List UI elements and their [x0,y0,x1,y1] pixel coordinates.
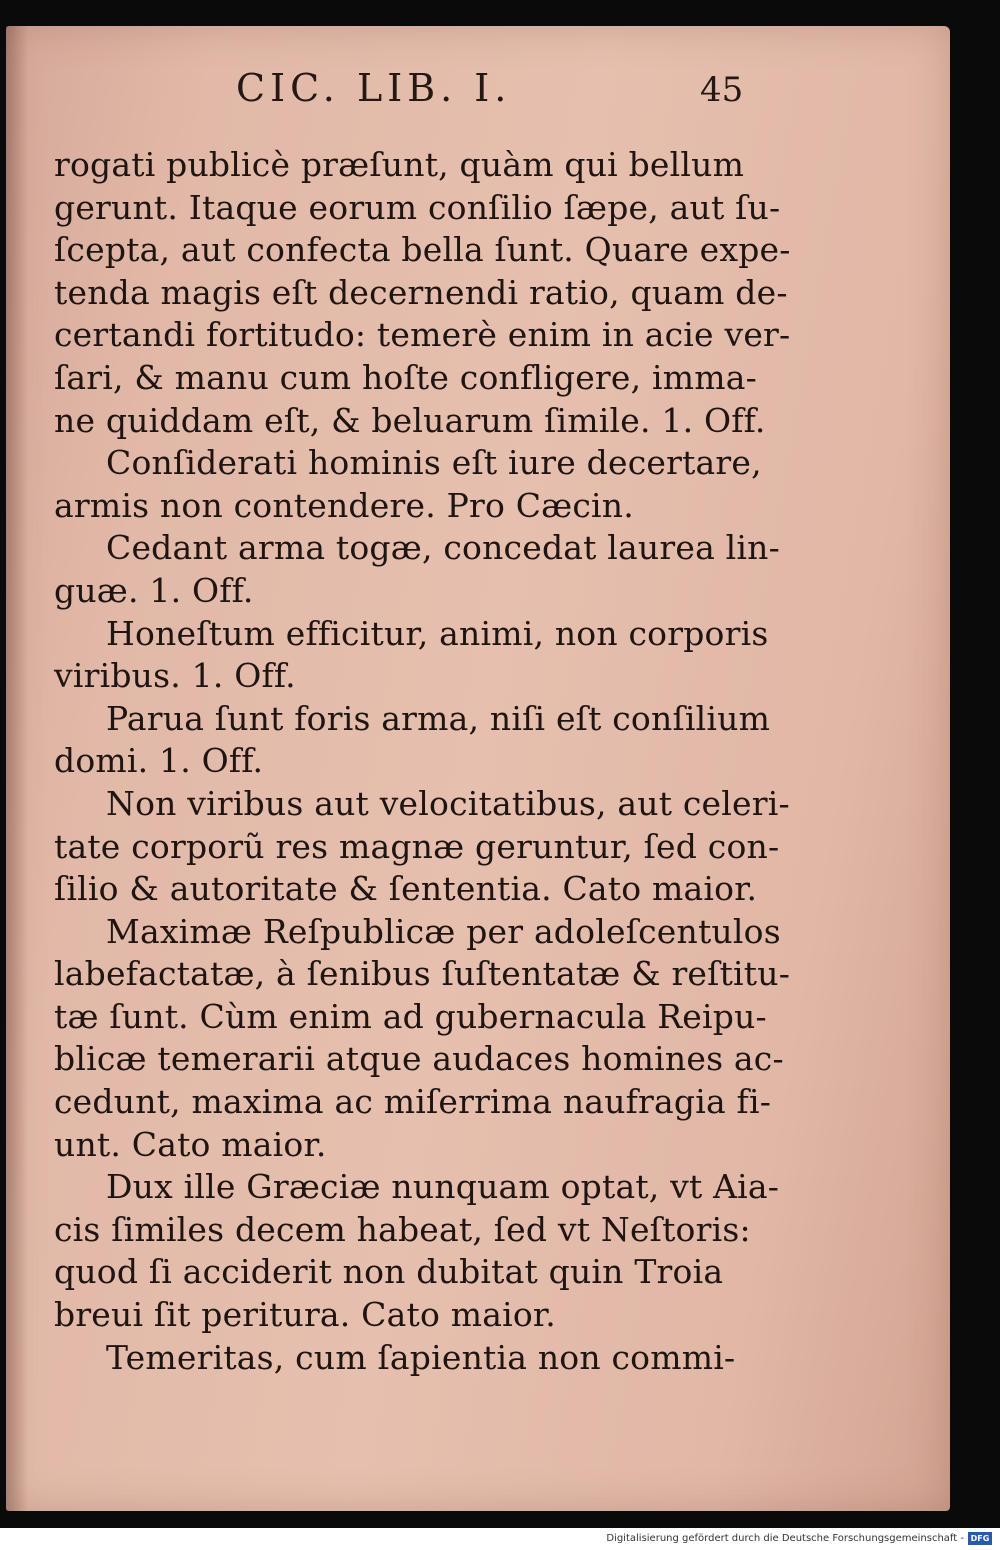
text-line: armis non contendere. Pro Cæcin. [54,485,634,525]
text-line: unt. Cato maior. [54,1124,327,1164]
running-head: CIC. LIB. I. [236,66,512,110]
page-header [6,66,950,116]
text-line: viribus. 1. Off. [54,656,296,696]
text-line: ne quiddam eſt, & beluarum ſimile. 1. Off. [54,400,766,440]
text-line: Temeritas, cum ſapientia non commi- [106,1337,736,1377]
text-line: tate corporũ res magnæ geruntur, ſed con- [54,826,780,866]
text-line: Honeſtum efficitur, animi, non corporis [106,613,769,653]
text-line: rogati publicè præſunt, quàm qui bellum [54,145,745,184]
page-number: 45 [700,70,744,110]
text-line: blicæ temerarii atque audaces homines ac- [54,1039,784,1079]
text-line: domi. 1. Off. [54,741,264,781]
text-line: ſari, & manu cum hoſte confligere, imma- [54,357,757,397]
text-line: labefactatæ, à ſenibus ſuſtentatæ & reſtitu- [54,954,791,994]
text-line: cedunt, maxima ac miſerrima naufragia fi- [54,1082,772,1122]
funding-credit: Digitalisierung gefördert durch die Deutsche Forschungsgemeinschaft - [606,1533,964,1544]
text-line: certandi fortitudo: temerè enim in acie ver- [54,315,791,355]
body-text [54,144,791,1379]
text-line: guæ. 1. Off. [54,570,254,610]
dfg-logo: DFG [968,1532,992,1545]
text-line: gerunt. Itaque eorum conſilio ſæpe, aut ſu- [54,187,781,227]
text-line: ſcepta, aut confecta bella ſunt. Quare expe- [54,230,791,270]
digitization-footer [0,1528,1000,1550]
text-line: breui ſit peritura. Cato maior. [54,1295,556,1335]
page-gutter-shadow [6,26,28,1511]
book-page [6,26,950,1511]
text-line: Maximæ Reſpublicæ per adoleſcentulos [106,911,781,951]
text-line: tæ ſunt. Cùm enim ad gubernacula Reipu- [54,996,767,1036]
text-line: Cedant arma togæ, concedat laurea lin- [106,528,780,568]
text-line: Conſiderati hominis eſt iure decertare, [106,443,762,483]
text-line: Parua ſunt foris arma, niſi eſt conſilium [106,698,771,738]
text-line: Non viribus aut velocitatibus, aut celeri- [106,783,790,823]
text-line: tenda magis eſt decernendi ratio, quam de- [54,272,788,312]
text-line: cis ſimiles decem habeat, ſed vt Neſtoris: [54,1209,751,1249]
text-line: Dux ille Græciæ nunquam optat, vt Aia- [106,1167,780,1207]
text-line: ſilio & autoritate & ſententia. Cato maior. [54,869,758,909]
text-line: quod ſi acciderit non dubitat quin Troia [54,1252,724,1292]
